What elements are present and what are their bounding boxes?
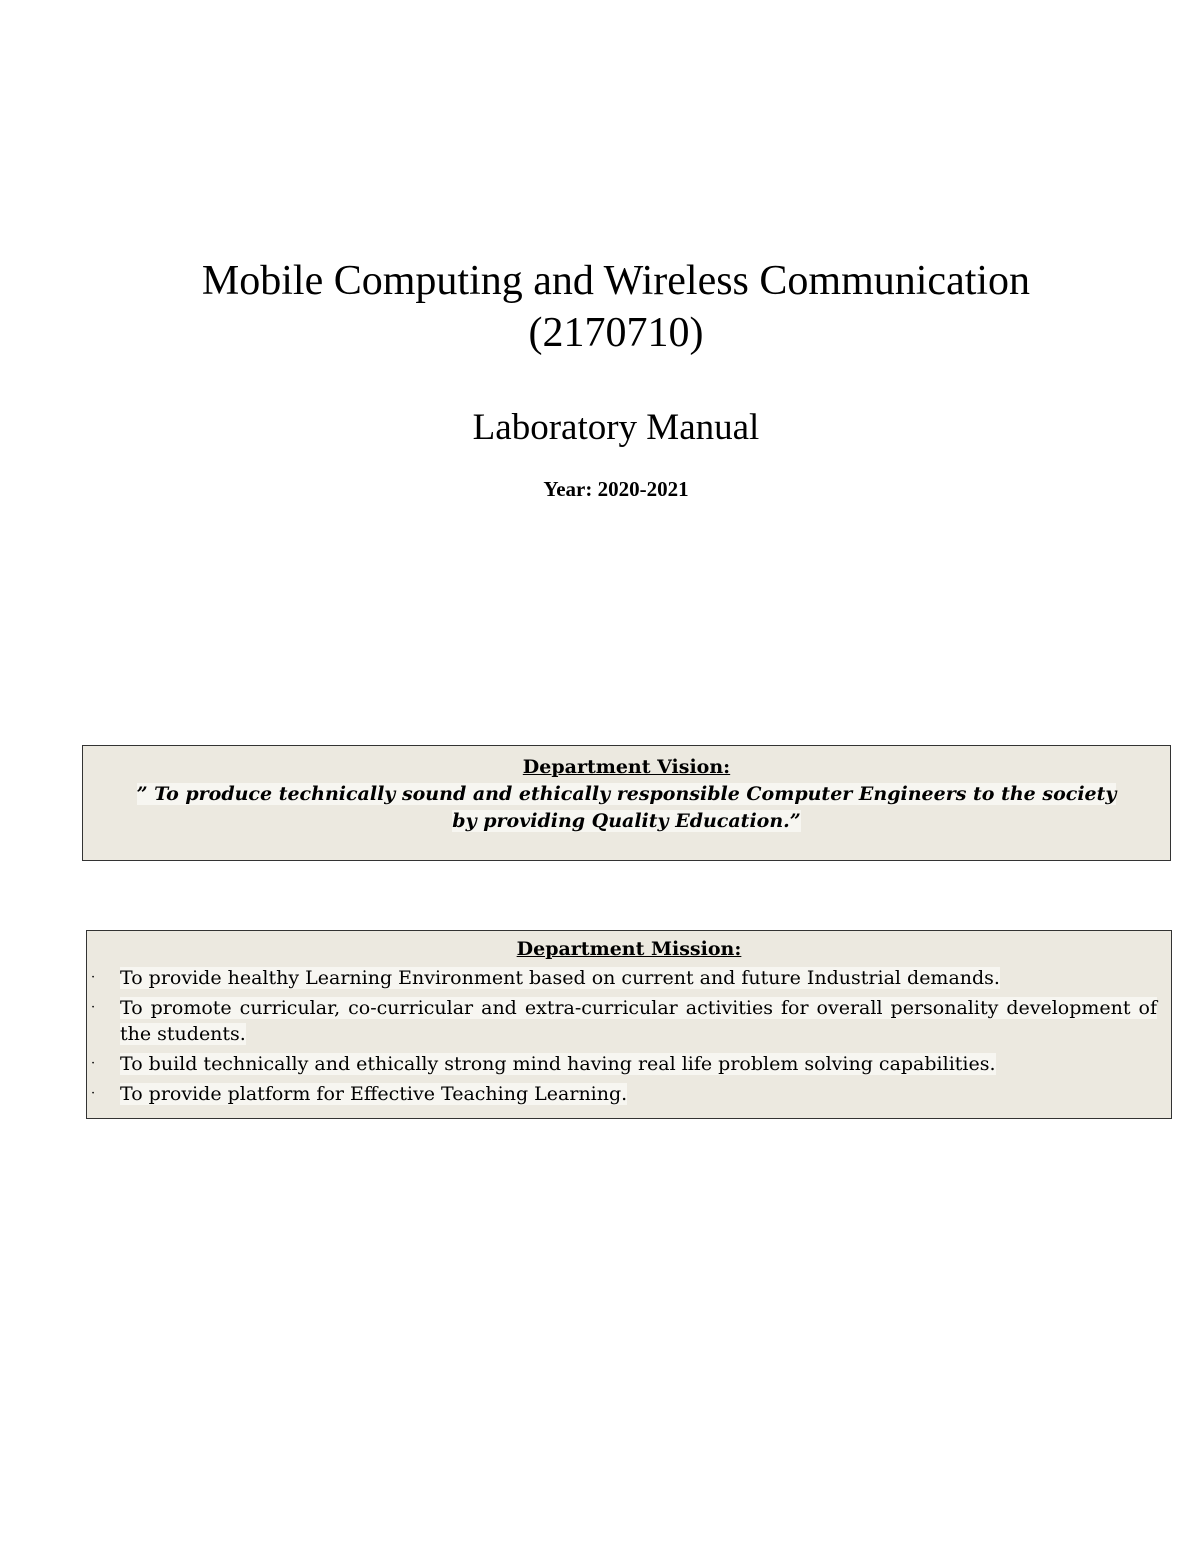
mission-item-text: To provide healthy Learning Environment based on current and future Industrial demands.: [120, 967, 1000, 989]
mission-item-text: To provide platform for Effective Teaching Learning.: [120, 1083, 628, 1105]
bullet-icon: ·: [91, 1086, 96, 1101]
vision-heading: Department Vision:: [522, 756, 731, 778]
mission-box: [86, 930, 1172, 1119]
course-code: (2170710): [528, 310, 704, 356]
mission-list: [87, 965, 1171, 1111]
bullet-icon: ·: [91, 1056, 96, 1071]
mission-item: [87, 995, 1171, 1047]
vision-statement: [83, 781, 1170, 835]
mission-item-text: To build technically and ethically strong mind having real life problem solving capabilities.: [120, 1053, 996, 1075]
bullet-icon: ·: [91, 1000, 96, 1015]
mission-heading: Department Mission:: [516, 938, 742, 960]
document-subtitle: Laboratory Manual: [472, 407, 760, 448]
mission-item-text: To promote curricular, co-curricular and extra-curricular activities for overall personality development of the students.: [120, 997, 1157, 1045]
academic-year: Year: 2020-2021: [543, 477, 689, 501]
document-title: Mobile Computing and Wireless Communication: [201, 258, 1031, 304]
vision-line-2: by providing Quality Education.”: [452, 810, 801, 832]
vision-line-1: ” To produce technically sound and ethically responsible Computer Engineers to the society: [136, 783, 1117, 805]
mission-item: [87, 965, 1171, 991]
vision-box: [82, 745, 1171, 861]
mission-item: [87, 1051, 1171, 1077]
mission-item: [87, 1081, 1171, 1107]
bullet-icon: ·: [91, 970, 96, 985]
